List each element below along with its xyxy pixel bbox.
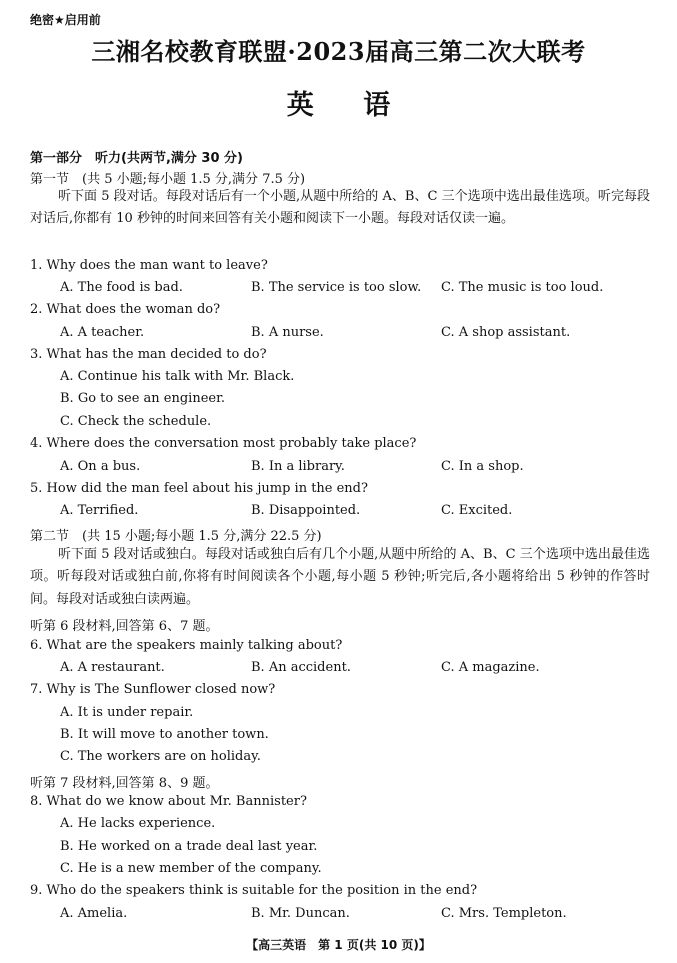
option-c: C. Mrs. Templeton.: [441, 906, 567, 921]
question-stem: 7. Why is The Sunflower closed now?: [30, 682, 276, 697]
exam-title: 三湘名校教育联盟·2023届高三第二次大联考: [91, 37, 586, 66]
question-stem: 5. How did the man feel about his jump in the end?: [30, 481, 368, 496]
option-b: B. A nurse.: [251, 325, 324, 340]
option-c: C. Excited.: [441, 503, 513, 518]
option-b: B. Go to see an engineer.: [60, 391, 226, 406]
option-a: A. Terrified.: [60, 503, 139, 518]
option-b: B. It will move to another town.: [60, 727, 269, 742]
page-footer: 【高三英语 第 1 页(共 10 页)】: [246, 938, 431, 952]
option-c: C. A magazine.: [441, 660, 540, 675]
question-stem: 1. Why does the man want to leave?: [30, 258, 268, 273]
option-a: A. A teacher.: [60, 325, 145, 340]
material-7-instruction: 听第 7 段材料,回答第 8、9 题。: [30, 776, 219, 791]
option-b: B. In a library.: [251, 459, 345, 474]
option-b: B. Mr. Duncan.: [251, 906, 350, 921]
question-stem: 6. What are the speakers mainly talking about?: [30, 638, 343, 653]
section2-heading: 第二节 (共 15 小题;每小题 1.5 分,满分 22.5 分): [30, 529, 322, 544]
option-b: B. An accident.: [251, 660, 351, 675]
question-stem: 8. What do we know about Mr. Bannister?: [30, 794, 307, 809]
confidential-label: 绝密★启用前: [30, 13, 101, 27]
question-stem: 9. Who do the speakers think is suitable for the position in the end?: [30, 883, 478, 898]
option-a: A. He lacks experience.: [60, 816, 216, 831]
option-c: C. He is a new member of the company.: [60, 861, 322, 876]
option-a: A. It is under repair.: [60, 705, 194, 720]
question-stem: 2. What does the woman do?: [30, 302, 221, 317]
option-c: C. The workers are on holiday.: [60, 749, 261, 764]
option-c: C. The music is too loud.: [441, 280, 604, 295]
option-a: A. The food is bad.: [60, 280, 183, 295]
option-c: C. Check the schedule.: [60, 414, 212, 429]
section2-instructions: 听下面 5 段对话或独白。每段对话或独白后有几个小题,从题中所给的 A、B、C 三个选项中选出最佳选项。听每段对话或独白前,你将有时间阅读各个小题,每小题 5 秒钟;听完后,各小题将给出 5 秒钟的作答时间。每段对话或独白读两遍。: [30, 547, 650, 607]
option-a: A. Amelia.: [60, 906, 128, 921]
section1-heading: 第一节 (共 5 小题;每小题 1.5 分,满分 7.5 分): [30, 172, 306, 187]
section1-instructions: 听下面 5 段对话。每段对话后有一个小题,从题中所给的 A、B、C 三个选项中选出最佳选项。听完每段对话后,你都有 10 秒钟的时间来回答有关小题和阅读下一小题。每段对话仅读一遍。: [30, 189, 650, 227]
question-stem: 4. Where does the conversation most probably take place?: [30, 436, 417, 451]
option-a: A. A restaurant.: [60, 660, 165, 675]
option-a: A. Continue his talk with Mr. Black.: [60, 369, 295, 384]
option-c: C. A shop assistant.: [441, 325, 571, 340]
option-a: A. On a bus.: [60, 459, 141, 474]
option-c: C. In a shop.: [441, 459, 524, 474]
material-6-instruction: 听第 6 段材料,回答第 6、7 题。: [30, 619, 219, 634]
subject-title: 英 语: [286, 90, 391, 121]
question-stem: 3. What has the man decided to do?: [30, 347, 267, 362]
option-b: B. Disappointed.: [251, 503, 361, 518]
option-b: B. He worked on a trade deal last year.: [60, 839, 318, 854]
option-b: B. The service is too slow.: [251, 280, 422, 295]
part1-heading: 第一部分 听力(共两节,满分 30 分): [30, 151, 243, 166]
